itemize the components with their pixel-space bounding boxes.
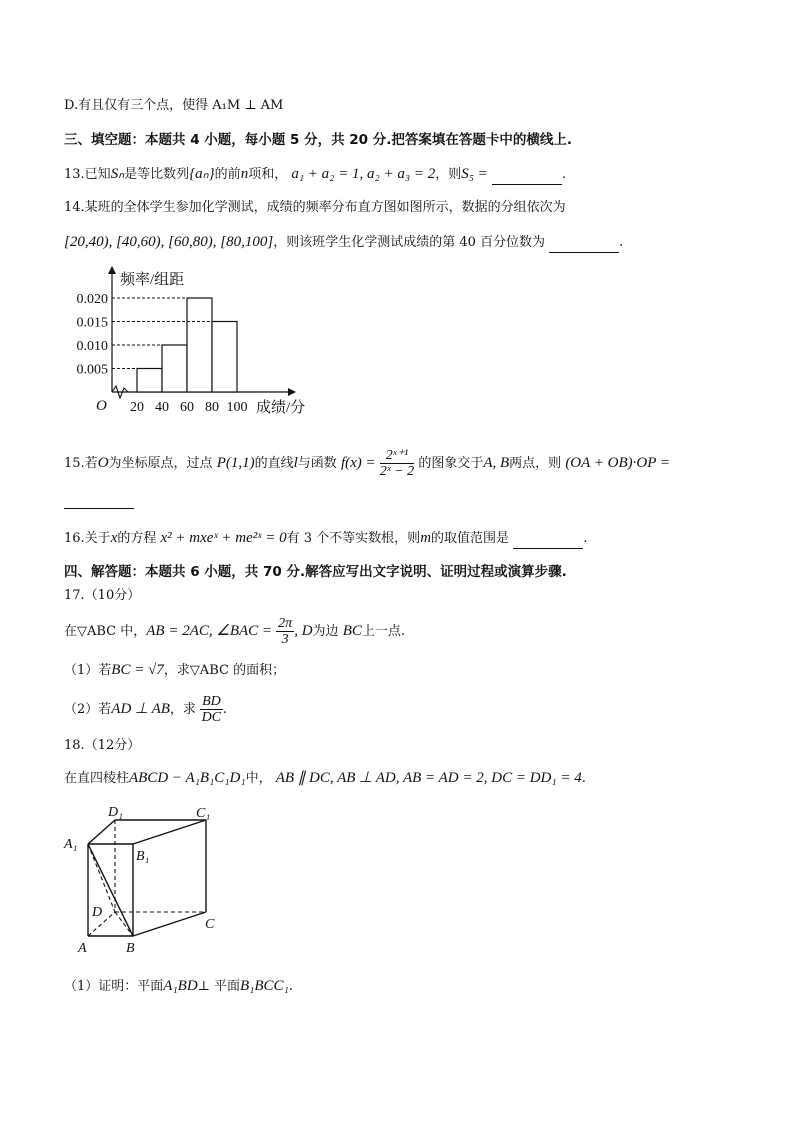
vector-expression: (OA + OB)·OP =: [565, 455, 670, 471]
label-c: C: [205, 917, 215, 932]
answer-blank-15[interactable]: [64, 494, 134, 509]
x-tick-label: 100: [226, 400, 248, 415]
question-18-stem: 在直四棱柱ABCD − A₁B₁C₁D₁中， AB ∥ DC, AB ⊥ AD, AB = AD = 2, DC = DD₁ = 4.: [64, 770, 586, 786]
edge-a1b: [88, 844, 133, 936]
y-tick-label: 0.020: [76, 292, 108, 307]
question-18-header: 18.（12分）: [64, 738, 141, 753]
histogram-bar: [137, 369, 162, 393]
origin-label: O: [96, 398, 107, 414]
option-d: [64, 96, 283, 116]
label-a1: A₁: [64, 837, 78, 852]
hidden-edge-bd: [115, 912, 133, 936]
histogram-bar: [162, 345, 187, 392]
x-tick-label: 80: [205, 400, 219, 415]
x-axis-label: 成绩/分: [256, 400, 306, 416]
label-b1: B₁: [136, 849, 150, 864]
histogram-bar: [187, 298, 212, 392]
section4-title: 四、解答题：本题共 6 小题，共 70 分.解答应写出文字说明、证明过程或演算步骤.: [64, 564, 567, 580]
x-tick-label: 20: [130, 400, 144, 415]
function-fraction: $\frac{\text{2ˣ⁺¹}}{\text{2ˣ − 2}}$: [379, 448, 415, 479]
question-17-part1: （1）若BC = √7，求▽ABC 的面积；: [64, 662, 286, 678]
angle-fraction: $\frac{2\pi}{3}$: [278, 616, 293, 647]
label-c1: C₁: [196, 806, 211, 821]
question-18-part1: （1）证明：平面A₁BD⊥ 平面B₁BCC₁.: [64, 978, 293, 994]
question-13: 13.已知Sₙ是等比数列{aₙ}的前n项和， a₁ + a₂ = 1, a₂ + a₃ = 2，则S₅ = .: [64, 164, 566, 185]
question-17-header: 17.（10分）: [64, 588, 141, 603]
edge-a1d1: [88, 820, 115, 844]
label-d: D: [92, 905, 103, 920]
y-tick-label: 0.005: [76, 362, 108, 378]
ratio-fraction: $\frac{BD}{DC}$: [201, 694, 222, 725]
answer-blank-14[interactable]: [549, 238, 619, 253]
x-axis-arrow: [288, 388, 296, 396]
answer-blank-15-row: [64, 494, 134, 516]
intervals: [20,40), [40,60), [60,80), [80,100]: [64, 234, 274, 250]
hidden-edge-a1d: [88, 844, 115, 912]
x-tick-label: 40: [155, 400, 169, 415]
label-a: A: [78, 941, 87, 956]
question-16: 16.关于x的方程 x² + mxeˣ + me²ˣ = 0有 3 个不等实数根，则m的取值范围是 .: [64, 528, 587, 549]
question-14-line1: 14.某班的全体学生参加化学测试，成绩的频率分布直方图如图所示，数据的分组依次为: [64, 200, 566, 215]
edge-bc: [133, 912, 206, 936]
histogram-bar: [212, 322, 237, 393]
label-b: B: [126, 941, 135, 956]
y-axis-label: 频率/组距: [120, 272, 185, 288]
answer-blank-16[interactable]: [513, 534, 583, 549]
frequency-histogram: [60, 262, 320, 422]
question-17-part2: （2）若AD ⊥ AB，求 $\frac{BD}{DC}$ .: [64, 694, 227, 725]
question-14-line2: [20,40), [40,60), [60,80), [80,100]，则该班学生化学测试成绩的第 40 百分位数为 .: [64, 232, 623, 253]
y-axis-arrow: [108, 266, 116, 274]
question-17-stem: 在▽ABC 中，AB = 2AC, ∠BAC = $\frac{2\pi}{3}$ , D为边 BC上一点.: [64, 616, 405, 647]
prism-figure: [60, 800, 230, 960]
answer-blank-13[interactable]: [492, 170, 562, 185]
question-15: 15.若O为坐标原点，过点 P(1,1)的直线l与函数 f(x) = $\frac{\text{2ˣ⁺¹}}{\text{2ˣ − 2}}$ 的图象交于A, B两点，则 (OA + OB)·OP =: [64, 448, 670, 479]
edge-b1c1: [133, 820, 206, 844]
y-tick-label: 0.015: [76, 315, 108, 331]
y-tick-label: 0.010: [76, 339, 108, 354]
label-d1: D₁: [108, 805, 123, 820]
x-tick-label: 60: [180, 400, 194, 415]
option-d-text: D.有且仅有三个点，使得 A₁M ⊥ AM: [64, 98, 284, 113]
section3-title: 三、填空题：本题共 4 小题，每小题 5 分，共 20 分.把答案填在答题卡中的横线上.: [64, 132, 573, 148]
